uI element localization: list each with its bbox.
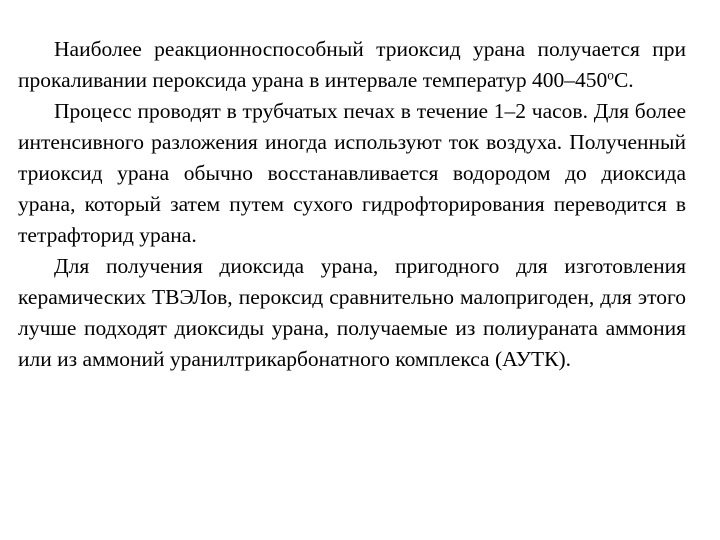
degree-superscript: о — [607, 67, 614, 83]
body-text — [18, 34, 686, 375]
paragraph-text: Процесс проводят в трубчатых печах в течение 1–2 часов. Для более интенсивного разложения иногда используют ток воздуха. Полученный триоксид урана обычно восстанавливается водородом до диоксида урана, который затем путем сухого гидрофторирования переводится в тетрафторид урана. — [18, 99, 686, 247]
paragraph-text: Наиболее реакционноспособный триоксид урана получается при прокаливании пероксида урана в интервале температур 400–450 — [18, 37, 686, 92]
paragraph-trioxide — [18, 34, 686, 96]
paragraph-text-end: С. — [613, 68, 634, 92]
paragraph-dioxide — [18, 251, 686, 375]
paragraph-text: Для получения диоксида урана, пригодного для изготовления керамических ТВЭЛов, пероксид сравнительно малопригоден, для этого лучше подходят диоксиды урана, получаемые из полиураната аммония или из аммоний уранилтрикарбонатного комплекса (АУТК). — [18, 254, 686, 371]
paragraph-process — [18, 96, 686, 251]
